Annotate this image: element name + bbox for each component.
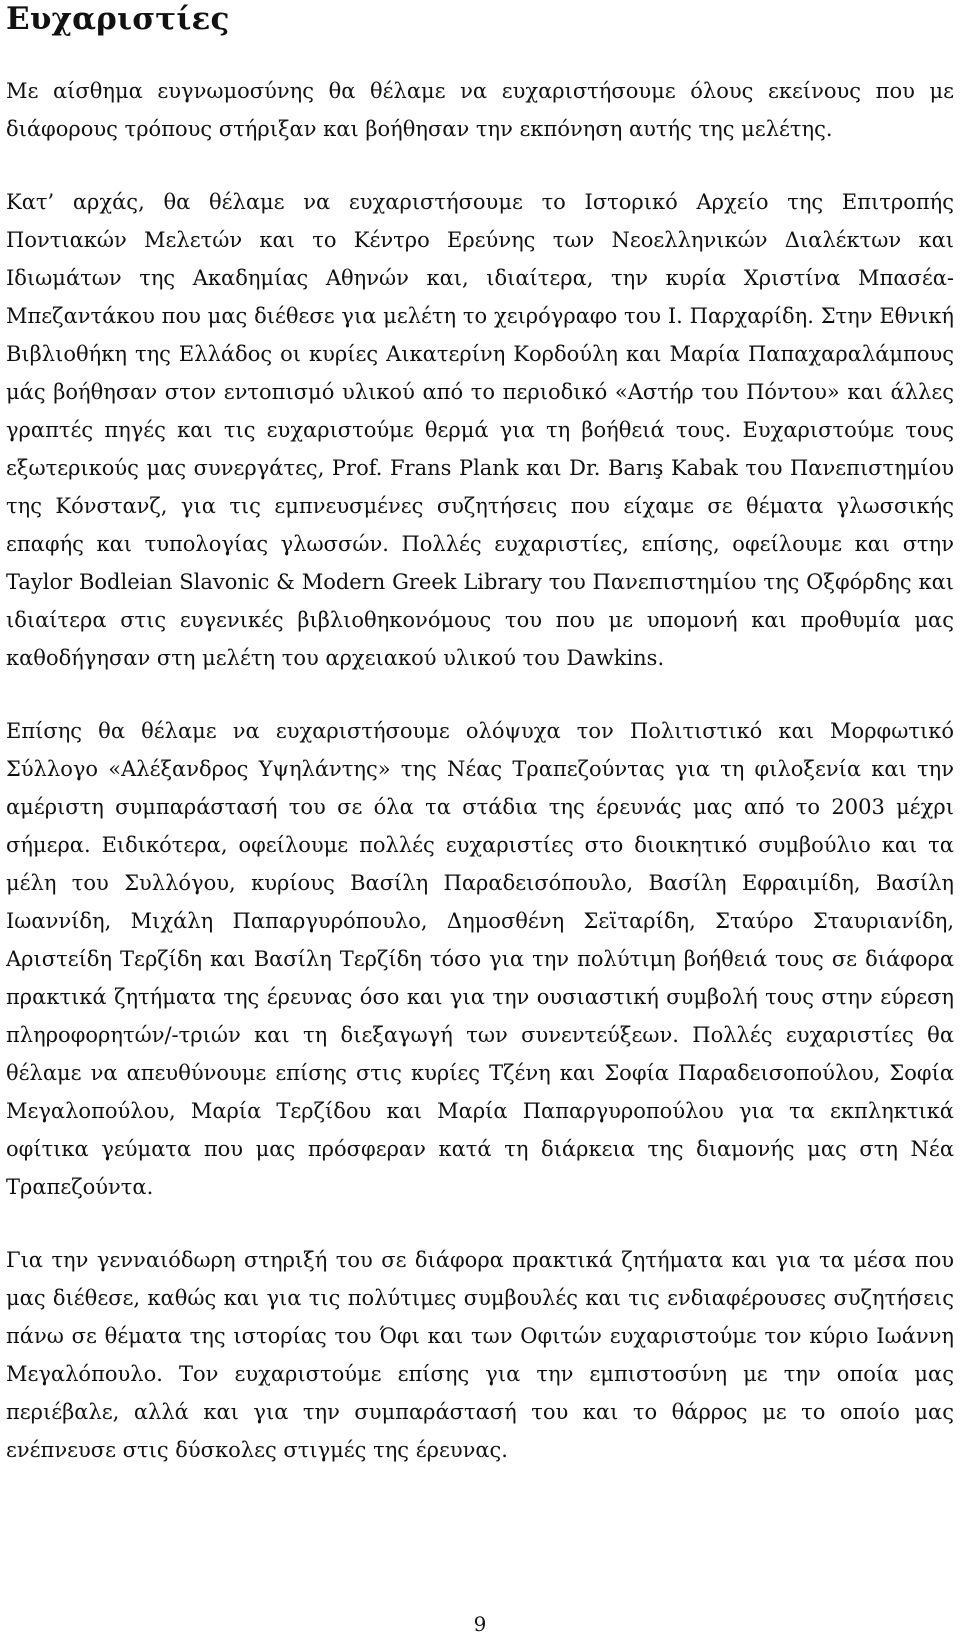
paragraph-intro: Με αίσθημα ευγνωμοσύνης θα θέλαμε να ευχαριστήσουμε όλους εκείνους που με διάφορους τρόπους στήριξαν και βοήθησαν την εκπόνηση αυτής της μελέτης. <box>6 79 954 141</box>
document-body <box>6 72 954 1469</box>
paragraph-personal-support: Για την γενναιόδωρη στηριξή του σε διάφορα πρακτικά ζητήματα και για τα μέσα που μας διέθεσε, καθώς και για τις πολύτιμες συμβουλές και τις ενδιαφέρουσες συζητήσεις πάνω σε θέματα της ιστορίας του Όφι και των Οφιτών ευχαριστούμε τον κύριο Ιωάννη Μεγαλόπουλο. Τον ευχαριστούμε επίσης για την εμπιστοσύνη με την οποία μας περιέβαλε, αλλά και για την συμπαράστασή του και το θάρρος με το οποίο μας ενέπνευσε στις δύσκολες στιγμές της έρευνας. <box>6 1248 954 1462</box>
page-number: 9 <box>473 1612 487 1636</box>
paragraph-cultural-association: Επίσης θα θέλαμε να ευχαριστήσουμε ολόψυχα τον Πολιτιστικό και Μορφωτικό Σύλλογο «Αλέξανδρος Υψηλάντης» της Νέας Τραπεζούντας για τη φιλοξενία και την αμέριστη συμπαράστασή του σε όλα τα στάδια της έρευνάς μας από το 2003 μέχρι σήμερα. Ειδικότερα, οφείλουμε πολλές ευχαριστίες στο διοικητικό συμβούλιο και τα μέλη του Συλλόγου, κυρίους Βασίλη Παραδεισόπουλο, Βασίλη Εφραιμίδη, Βασίλη Ιωαννίδη, Μιχάλη Παπαργυρόπουλο, Δημοσθένη Σεϊταρίδη, Σταύρο Σταυριανίδη, Αριστείδη Τερζίδη και Βασίλη Τερζίδη τόσο για την πολύτιμη βοήθειά τους σε διάφορα πρακτικά ζητήματα της έρευνας όσο και για την ουσιαστική συμβολή τους στην εύρεση πληροφορητών/-τριών και τη διεξαγωγή των συνεντεύξεων. Πολλές ευχαριστίες θα θέλαμε να απευθύνουμε επίσης στις κυρίες Τζένη και Σοφία Παραδεισοπούλου, Σοφία Μεγαλοπούλου, Μαρία Τερζίδου και Μαρία Παπαργυροπούλου για τα εκπληκτικά οφίτικα γεύματα που μας πρόσφεραν κατά τη διάρκεια της διαμονής μας στη Νέα Τραπεζούντα. <box>6 719 954 1199</box>
paragraph-archives-and-libraries: Κατ’ αρχάς, θα θέλαμε να ευχαριστήσουμε το Ιστορικό Αρχείο της Επιτροπής Ποντιακών Μελετών και το Κέντρο Ερεύνης των Νεοελληνικών Διαλέκτων και Ιδιωμάτων της Ακαδημίας Αθηνών και, ιδιαίτερα, την κυρία Χριστίνα Μπασέα-Μπεζαντάκου που μας διέθεσε για μελέτη το χειρόγραφο του Ι. Παρχαρίδη. Στην Εθνική Βιβλιοθήκη της Ελλάδος οι κυρίες Αικατερίνη Κορδούλη και Μαρία Παπαχαραλάμπους μάς βοήθησαν στον εντοπισμό υλικού από το περιοδικό «Αστήρ του Πόντου» και άλλες γραπτές πηγές και τις ευχαριστούμε θερμά για τη βοήθειά τους. Ευχαριστούμε τους εξωτερικούς μας συνεργάτες, Prof. Frans Plank και Dr. Barış Kabak του Πανεπιστημίου της Κόνστανζ, για τις εμπνευσμένες συζητήσεις που είχαμε σε θέματα γλωσσικής επαφής και τυπολογίας γλωσσών. Πολλές ευχαριστίες, επίσης, οφείλουμε και στην Taylor Bodleian Slavonic & Modern Greek Library του Πανεπιστημίου της Οξφόρδης και ιδιαίτερα στις ευγενικές βιβλιοθηκονόμους του που με υπομονή και προθυμία μας καθοδήγησαν στη μελέτη του αρχειακού υλικού του Dawkins. <box>6 190 954 670</box>
page-title: Ευχαριστίες <box>6 1 230 37</box>
